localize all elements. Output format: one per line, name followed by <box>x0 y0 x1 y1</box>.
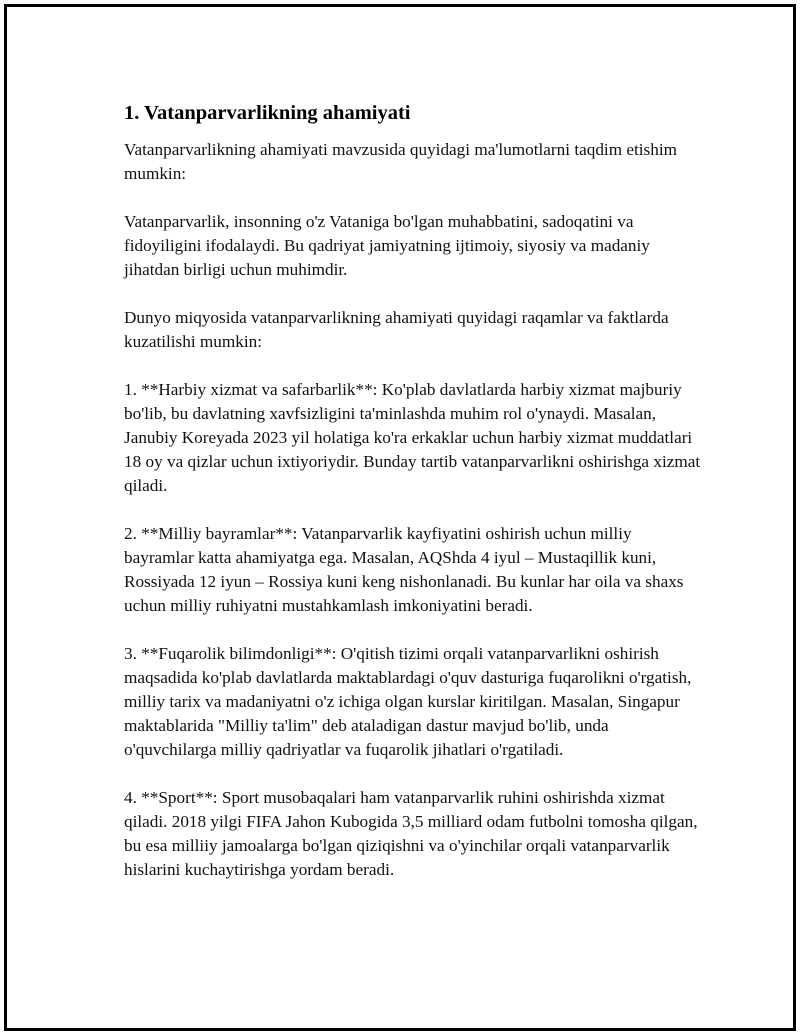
paragraph-definition: Vatanparvarlik, insonning o'z Vataniga bo'lgan muhabbatini, sadoqatini va fidoyiligini ifodalaydi. Bu qadriyat jamiyatning ijtimoiy, siyosiy va madaniy jihatdan birligi uchun muhimdir. <box>124 212 650 279</box>
paragraph-national-holidays: 2. **Milliy bayramlar**: Vatanparvarlik kayfiyatini oshirish uchun milliy bayramlar katta ahamiyatga ega. Masalan, AQShda 4 iyul – Mustaqillik kuni, Rossiyada 12 iyun – Rossiya kuni keng nishonlanadi. Bu kunlar har oila va shaxs uchun milliy ruhiyatni mustahkamlash imkoniyatini beradi. <box>124 524 684 615</box>
paragraph-military-service: 1. **Harbiy xizmat va safarbarlik**: Ko'plab davlatlarda harbiy xizmat majburiy bo'lib, bu davlatning xavfsizligini ta'minlashda muhim rol o'ynaydi. Masalan, Janubiy Koreyada 2023 yil holatiga ko'ra erkaklar uchun harbiy xizmat muddatlari 18 oy va qizlar uchun ixtiyoriydir. Bunday tartib vatanparvarlikni oshirishga xizmat qiladi. <box>124 380 701 495</box>
paragraph-world-facts: Dunyo miqyosida vatanparvarlikning ahamiyati quyidagi raqamlar va faktlarda kuzatilishi mumkin: <box>124 308 669 351</box>
paragraph-civic-education: 3. **Fuqarolik bilimdonligi**: O'qitish tizimi orqali vatanparvarlikni oshirish maqsadida ko'plab davlatlarda maktablardagi o'quv dasturiga fuqarolikni o'rgatish, milliy tarix va madaniyatni o'z ichiga olgan kurslar kiritilgan. Masalan, Singapur maktablarida "Milliy ta'lim" deb ataladigan dastur mavjud bo'lib, unda o'quvchilarga milliy qadriyatlar va fuqarolik jihatlari o'rgatiladi. <box>124 644 692 759</box>
document-page <box>4 4 796 1031</box>
paragraph-sport: 4. **Sport**: Sport musobaqalari ham vatanparvarlik ruhini oshirishda xizmat qiladi. 2018 yilgi FIFA Jahon Kubogida 3,5 milliard odam futbolni tomosha qilgan, bu esa milliiy jamoalarga bo'lgan qiziqishni va o'yinchilar orqali vatanparvarlik hislarini kuchaytirishga yordam beradi. <box>124 788 698 879</box>
section-heading: 1. Vatanparvarlikning ahamiyati <box>124 102 411 124</box>
document-content <box>121 99 701 882</box>
paragraph-intro: Vatanparvarlikning ahamiyati mavzusida quyidagi ma'lumotlarni taqdim etishim mumkin: <box>124 140 677 183</box>
